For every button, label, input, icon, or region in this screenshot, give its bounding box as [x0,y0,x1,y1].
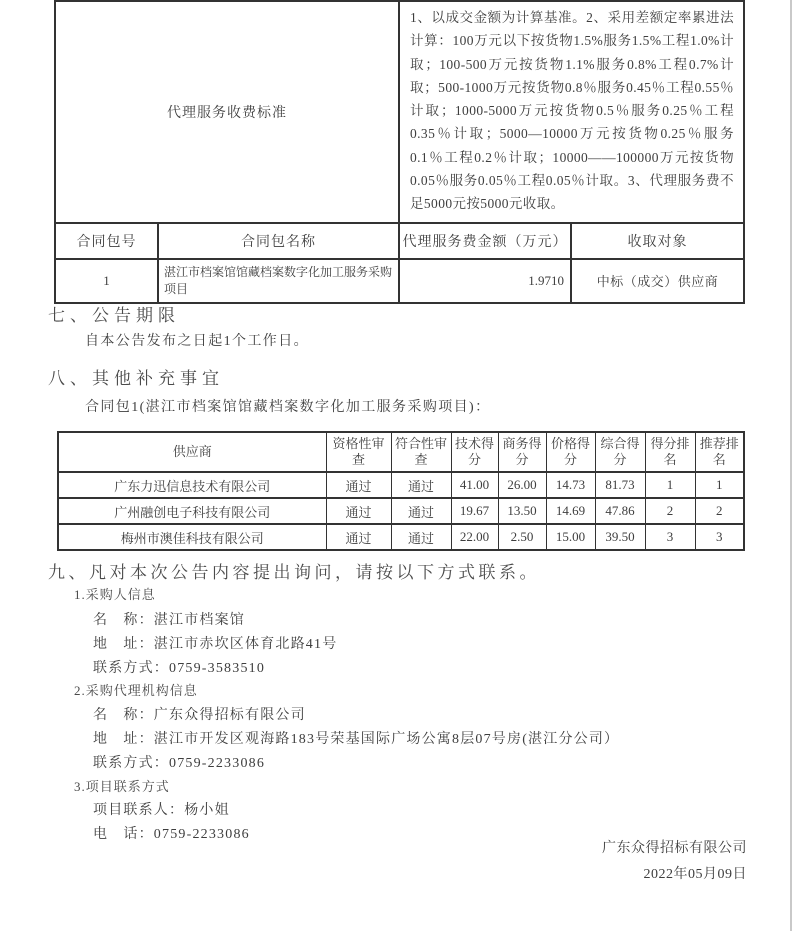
eval-header-recommend-rank: 推荐排名 [695,432,744,472]
project-contact-person: 项目联系人：杨小姐 [93,803,230,818]
eval-header-qualification: 资格性审查 [326,432,391,472]
fee-cell-package-no: 1 [55,259,158,303]
section-9-title: 九、凡对本次公告内容提出询问，请按以下方式联系。 [48,563,540,582]
eval-cell: 13.50 [498,498,546,524]
eval-header-total-score: 综合得分 [595,432,645,472]
evaluation-table [57,431,745,551]
eval-cell: 通过 [326,472,391,498]
agency-info-heading: 2.采购代理机构信息 [74,683,198,698]
eval-row-3 [58,524,744,550]
eval-header-price-score: 价格得分 [546,432,595,472]
section-7-body: 自本公告发布之日起1个工作日。 [85,334,309,349]
eval-cell: 2 [695,498,744,524]
eval-cell: 通过 [391,524,451,550]
fee-table [54,0,745,304]
purchaser-name: 名 称：湛江市档案馆 [93,613,245,628]
footer-company: 广东众得招标有限公司 [602,841,747,856]
fee-cell-amount: 1.9710 [399,259,571,303]
project-contact-phone: 电 话：0759-2233086 [93,827,250,842]
eval-header-conformity: 符合性审查 [391,432,451,472]
fee-standard-row [55,1,744,223]
eval-cell: 通过 [391,498,451,524]
eval-cell: 2.50 [498,524,546,550]
eval-cell-supplier: 梅州市澳佳科技有限公司 [58,524,326,550]
eval-cell: 3 [645,524,695,550]
eval-cell: 通过 [326,524,391,550]
purchaser-info-heading: 1.采购人信息 [74,587,156,602]
eval-cell: 14.73 [546,472,595,498]
eval-cell-supplier: 广东力迅信息技术有限公司 [58,472,326,498]
eval-cell: 47.86 [595,498,645,524]
eval-cell: 22.00 [451,524,498,550]
eval-cell: 15.00 [546,524,595,550]
fee-data-row [55,259,744,303]
eval-cell: 2 [645,498,695,524]
project-contact-heading: 3.项目联系方式 [74,779,170,794]
fee-cell-payer: 中标（成交）供应商 [571,259,744,303]
fee-standard-label: 代理服务收费标准 [55,1,399,223]
fee-header-package-name: 合同包名称 [158,223,399,259]
page-right-border [790,0,792,931]
fee-header-payer: 收取对象 [571,223,744,259]
eval-header-tech-score: 技术得分 [451,432,498,472]
eval-row-2 [58,498,744,524]
fee-header-package-no: 合同包号 [55,223,158,259]
eval-cell: 41.00 [451,472,498,498]
section-8-title: 八、其他补充事宜 [48,369,224,388]
eval-cell: 通过 [391,472,451,498]
eval-header-supplier: 供应商 [58,432,326,472]
eval-cell: 39.50 [595,524,645,550]
agency-address: 地 址：湛江市开发区观海路183号荣基国际广场公寓8层07号房(湛江分公司） [93,732,620,747]
eval-header-biz-score: 商务得分 [498,432,546,472]
purchaser-address: 地 址：湛江市赤坎区体育北路41号 [93,637,338,652]
eval-header-row [58,432,744,472]
agency-name: 名 称：广东众得招标有限公司 [93,708,306,723]
eval-cell: 通过 [326,498,391,524]
eval-cell-supplier: 广州融创电子科技有限公司 [58,498,326,524]
eval-cell: 19.67 [451,498,498,524]
purchaser-phone: 联系方式：0759-3583510 [93,661,266,676]
eval-row-1 [58,472,744,498]
fee-header-row [55,223,744,259]
section-8-body: 合同包1(湛江市档案馆馆藏档案数字化加工服务采购项目)： [85,400,491,415]
fee-standard-text: 1、以成交金额为计算基准。2、采用差额定率累进法计算：100万元以下按货物1.5%服务1.5%工程1.0%计取；100-500万元按货物1.1%服务0.8%工程0.7%计取；500-1000万元按货物0.8％服务0.45％工程0.55％计取；1000-5000万元按货物0.5％服务0.25％工程0.35％计取；5000—10000万元按货物0.25％服务0.1％工程0.2％计取；10000——100000万元按货物0.05％服务0.05％工程0.05％计取。3、代理服务费不足5000元按5000元收取。 [399,1,744,223]
eval-cell: 14.69 [546,498,595,524]
eval-cell: 81.73 [595,472,645,498]
section-7-title: 七、公告期限 [48,306,180,325]
eval-cell: 1 [645,472,695,498]
fee-header-amount: 代理服务费金额（万元） [399,223,571,259]
eval-cell: 1 [695,472,744,498]
eval-cell: 26.00 [498,472,546,498]
eval-header-score-rank: 得分排名 [645,432,695,472]
fee-cell-package-name: 湛江市档案馆馆藏档案数字化加工服务采购项目 [158,259,399,303]
footer-date: 2022年05月09日 [643,867,747,882]
eval-cell: 3 [695,524,744,550]
agency-phone: 联系方式：0759-2233086 [93,756,266,771]
